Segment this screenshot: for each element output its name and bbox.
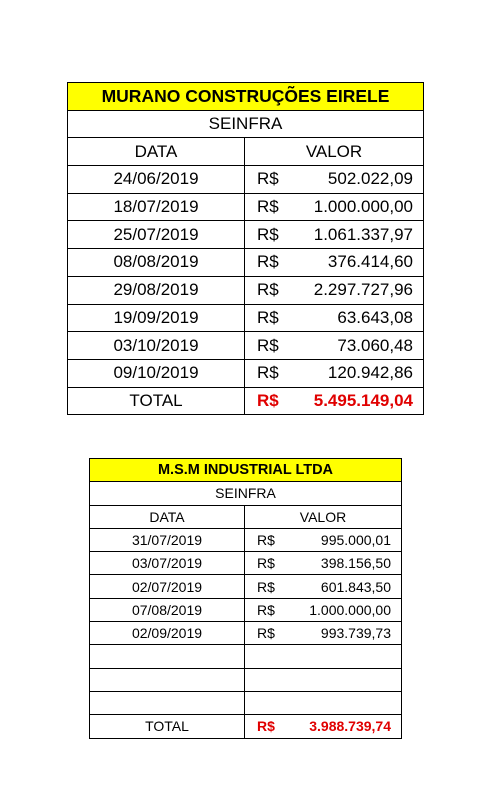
table-row [90, 575, 402, 598]
table-row [90, 598, 402, 621]
row-amount: 398.156,50 [287, 552, 402, 575]
row-currency: R$ [245, 598, 287, 621]
table-row [90, 668, 402, 691]
table-row [68, 193, 424, 221]
total-label: TOTAL [90, 715, 245, 738]
table-title: M.S.M INDUSTRIAL LTDA [90, 459, 402, 482]
row-date: 08/08/2019 [68, 249, 245, 277]
row-amount: 1.000.000,00 [287, 598, 402, 621]
row-amount: 2.297.727,96 [295, 276, 424, 304]
table-row [68, 332, 424, 360]
row-currency: R$ [245, 528, 287, 551]
total-amount: 5.495.149,04 [295, 387, 424, 415]
row-date: 03/07/2019 [90, 552, 245, 575]
table-row [68, 166, 424, 194]
row-date: 25/07/2019 [68, 221, 245, 249]
row-amount [287, 691, 402, 714]
total-currency: R$ [245, 387, 295, 415]
row-date: 07/08/2019 [90, 598, 245, 621]
row-currency: R$ [245, 332, 295, 360]
table-row [68, 304, 424, 332]
row-amount: 993.739,73 [287, 622, 402, 645]
total-row [68, 387, 424, 415]
msm-table [89, 458, 402, 739]
row-date [90, 668, 245, 691]
row-amount: 63.643,08 [295, 304, 424, 332]
row-currency: R$ [245, 193, 295, 221]
row-date: 18/07/2019 [68, 193, 245, 221]
row-date: 29/08/2019 [68, 276, 245, 304]
table-title: MURANO CONSTRUÇÕES EIRELE [68, 83, 424, 111]
row-amount: 1.000.000,00 [295, 193, 424, 221]
col-header-date: DATA [68, 138, 245, 166]
row-date: 31/07/2019 [90, 528, 245, 551]
row-amount: 601.843,50 [287, 575, 402, 598]
row-date [90, 691, 245, 714]
table-subtitle: SEINFRA [90, 482, 402, 505]
row-currency: R$ [245, 166, 295, 194]
table-row [68, 221, 424, 249]
row-date: 19/09/2019 [68, 304, 245, 332]
row-currency: R$ [245, 552, 287, 575]
row-amount: 1.061.337,97 [295, 221, 424, 249]
table-row [90, 622, 402, 645]
table-row [90, 528, 402, 551]
row-date [90, 645, 245, 668]
row-currency: R$ [245, 359, 295, 387]
table-row [90, 645, 402, 668]
row-date: 02/09/2019 [90, 622, 245, 645]
row-amount: 376.414,60 [295, 249, 424, 277]
col-header-date: DATA [90, 505, 245, 528]
total-label: TOTAL [68, 387, 245, 415]
row-date: 24/06/2019 [68, 166, 245, 194]
total-amount: 3.988.739,74 [287, 715, 402, 738]
row-currency [245, 645, 287, 668]
row-amount: 995.000,01 [287, 528, 402, 551]
table-row [68, 359, 424, 387]
row-amount: 73.060,48 [295, 332, 424, 360]
total-row [90, 715, 402, 738]
row-currency: R$ [245, 221, 295, 249]
row-currency [245, 668, 287, 691]
row-currency: R$ [245, 622, 287, 645]
row-currency: R$ [245, 304, 295, 332]
row-currency: R$ [245, 249, 295, 277]
row-amount: 502.022,09 [295, 166, 424, 194]
table-row [68, 276, 424, 304]
total-currency: R$ [245, 715, 287, 738]
row-currency: R$ [245, 276, 295, 304]
row-currency [245, 691, 287, 714]
table-subtitle: SEINFRA [68, 110, 424, 138]
table-row [90, 552, 402, 575]
row-amount: 120.942,86 [295, 359, 424, 387]
row-date: 09/10/2019 [68, 359, 245, 387]
row-currency: R$ [245, 575, 287, 598]
row-amount [287, 645, 402, 668]
murano-table [67, 82, 424, 415]
col-header-value: VALOR [245, 138, 424, 166]
table-row [68, 249, 424, 277]
row-amount [287, 668, 402, 691]
row-date: 03/10/2019 [68, 332, 245, 360]
table-row [90, 691, 402, 714]
col-header-value: VALOR [245, 505, 402, 528]
row-date: 02/07/2019 [90, 575, 245, 598]
